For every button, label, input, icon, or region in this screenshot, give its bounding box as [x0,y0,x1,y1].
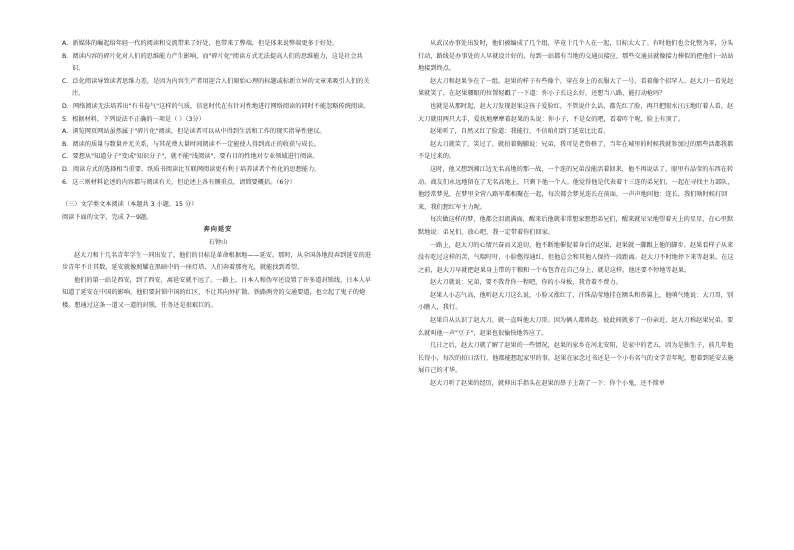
left-column [62,38,374,312]
paragraph: C．要想从"知道分子"变成"知识分子"，就不能"浅阅读"，要有目的性地对专业领域进行阅读。 [62,153,319,161]
paragraph: 赵果人小志气高，他听赵大刀这么说，小脸又涨红了，汗珠晶莹地挂在额头和鼻翼上，他嗔气地说：大刀哥，别小瞧人，我行。 [418,291,734,312]
right-column [418,38,736,391]
paragraph: B．阅读内容的碎片化对人们的思维能力产生影响，而"碎片化"阅读方式无法提高人们的思维能力，这是社会共识。 [62,52,363,73]
paragraph: 从武汉办事处出发时，他们被编成了几个组，毕竟十几个人在一起，目标太大了。有时他们也会化整为零，分头行动，路线是办事处的人早就设计好的，每到一站都有当地的交通员接应，那些交通员就像接力棒似的把他们一站站地接到终点。 [418,40,734,73]
paragraph: 赵大刀听了赵果的经历，就伸出手指头在赵果的鼻子上刮了一下：你个小鬼，还不简单 [430,380,666,388]
paragraph: D．阅读方式的选择相当重要，纸质书阅读比互联网阅读更有利于培养读者个性化的思想能力。 [62,165,321,173]
paragraph: B．阅读的质量与数量并无关系，与其花费大量时间阅读不一定能使人得到真正的收获与成长。 [62,140,320,148]
paragraph: 5．根据材料，下列说法不正确的一项是（ ）（3分） [62,115,205,123]
paragraph [62,189,374,199]
paragraph: 赵大刀就说：兄弟，要不我背你一程吧，你的小身板，我背着不费力。 [430,279,622,287]
paragraph: 几日之后，赵大刀就了解了赵果的一些情况，赵果的家乡在河北安阳，是家中的老五，因为是独生子，前几年他长得小，每次的拍日活行，他都能想起家里的事，赵果在家念过书还是一个小有名气的文学青年呢，想着到延安去施展自己的才华。 [418,342,734,375]
paragraph: 也就是从那时起，赵大刀发现赵果这孩子爱脸红，不管说什么话，都先红了脸，再只把眼水汪汪地盯着人看。赵大刀就用两只大手，爱抚地摩摩着赵果的头说：你小子，不是女的吧，看着咋个呢，脸上有顶了。 [418,102,734,123]
paragraph: 6．这三则材料论述的内容都与阅读有关，但论述上各有侧重点，请简要概括。（6分） [62,178,296,186]
paragraph: A．浏览网页网站虽然属于"碎片化"阅读，但是读者可以从中得到生活和工作的现实指导性建议。 [62,128,326,136]
paragraph: 赵果听了，自然又红了脸道：我能行，不信咱们到了延安比比看。 [430,128,610,136]
paragraph: 这时，他又想到湘江边无名高地的那一战，一个连的兄弟没能活着回来，他不再说话了，眼里有晶莹的东西在转动。战友们永远地留在了无名高地上，只剩下他一个人。他觉得他是代表着十三连的弟兄们，一起在寻找主力部队，他经常梦见，在梦里全营八路军都相聚在一起，每次都会梦见连长在前面，一声声地问他：连长，我们啥时候打回来，我们想红军主力呢。 [418,165,734,211]
paragraph: 赵大刀和十几名青年学生一同出发了，他们的目标是革命根据地——延安。那时，从全国各地投奔到延安的进步青年不计其数，延安就像照耀在黑暗中的一座灯塔，人们奔着那亮光，就能找到希望。 [62,251,371,272]
paragraph: C．泛化阅读导致读者思维力差，是因为内容生产者用迎合人们原始心理的标题或标新立异的文章来吸引人们的关注。 [62,77,370,98]
paragraph: 奔向延安 [203,226,233,234]
paragraph: A．新媒体的崛起给年轻一代的阅读和交流带来了好处，也带来了弊端，但是体来说弊端更多于好处。 [62,40,339,47]
paragraph: 赵果自从认识了赵大刀，就一直叫他大刀哥。因为俩人都姓赵，彼此间就多了一份亲近，赵大刀称赵果兄弟，要么就叫他一声"豆子"，赵果也很愉快地答应了。 [418,317,734,337]
paragraph: 赵大刀就笑了，笑过了，就拍着胸脯说：兄弟，我可是老资格了，当年在城里的时候我就参加过的那些活都我都不是过来的。 [418,140,734,161]
paragraph: 一路上，赵大刀的心情兴奋而又迫切，他不断地催促着身后的赵果，赵果就一脚跟上他的脚步。赵果看样子从来没有吃过这样的苦，气喘吁吁，小脸憋得通红，但他总会和其他人保持一段距离。赵大刀不时地停下来等赵果。在这之前，赵大刀早就把赵果身上带的干粮和一个布包背在自己身上，就是这样，他还要不停地等赵果。 [418,241,734,274]
paragraph: 阅读下面的文字，完成 7～9题。 [62,213,153,221]
paragraph: 他们的第一站是西安，到了西安，离延安就不远了。一路上，日本人和伪军还设置了许多道封锁线，日本人早知道了延安在中国的影响，他们要封锁中国的红区，不让其向外扩散。铁路两旁的交通要道，也立起了鬼子的炮楼。想通过这条一道又一道的封锁，任务还是很艰巨的。 [62,276,371,309]
paragraph: 赵大刀和赵果争在了一组。赵果的样子有些像个，穿在身上的衣服大了一号，看着像个招罕人。赵大刀一看见赵果就笑了，在赵果腰眼的位置轻戳了一下道：你小子长这么好，还想当八路，能打动枪吗？ [418,77,734,98]
paragraph: 石钟山 [208,238,228,246]
paragraph: 每次做这样的梦，他都会泪流满面，醒来后他就非常想家想想弟兄们，醒来就呆呆地望着天上的星星，在心里默默地说：弟兄们，放心吧，我一定带着你们回家。 [418,216,734,236]
paragraph: （三）文学类文本阅读（本题共 3 小题，15 分） [62,201,198,209]
paragraph: D．网络阅读无法培养出"有书卷气"这样的气质，信息时代在有针对性地进行网络阅读的同时不能忽略传统阅读。 [62,102,370,110]
